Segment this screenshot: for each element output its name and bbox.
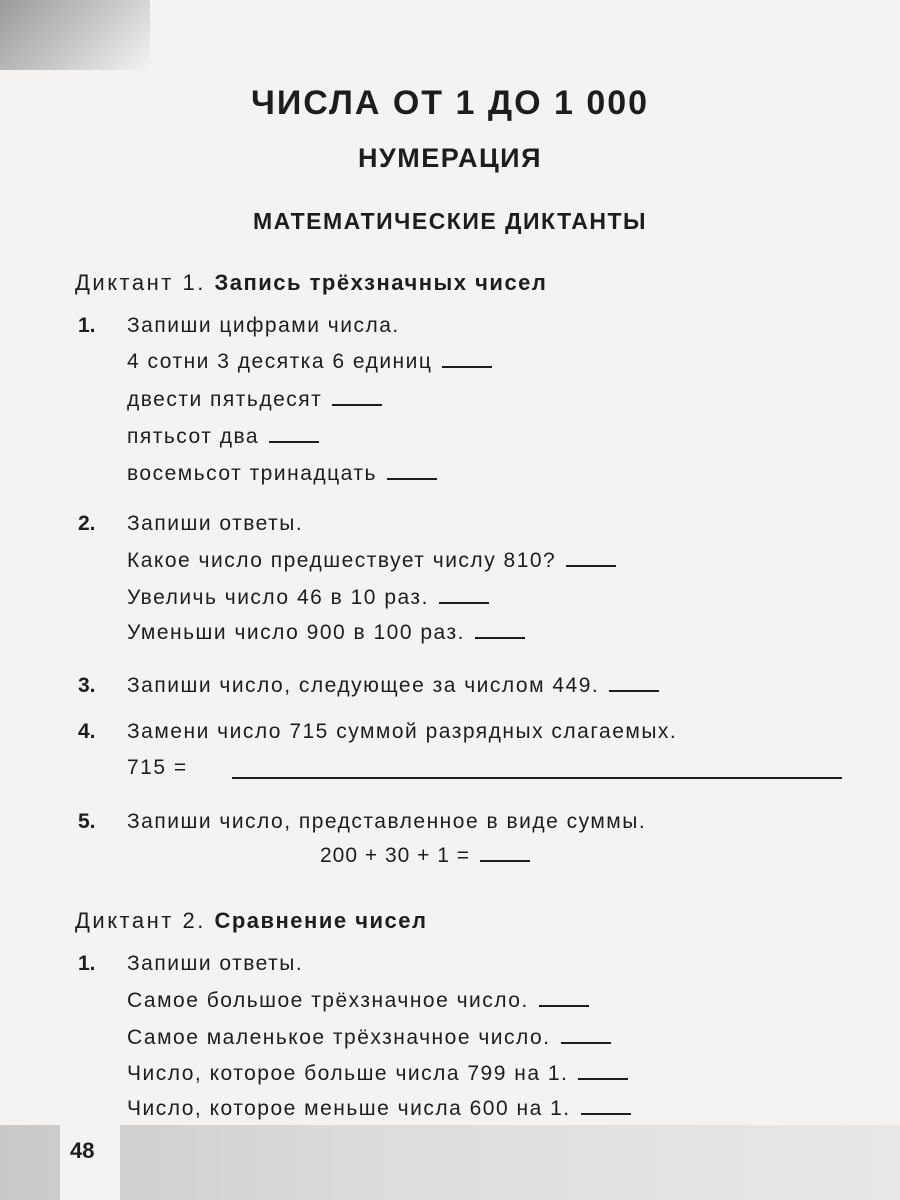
answer-blank[interactable] (561, 1041, 611, 1044)
task-number: 5. (78, 810, 96, 833)
task-number: 4. (78, 720, 96, 743)
answer-blank[interactable] (232, 776, 842, 779)
answer-blank[interactable] (578, 1077, 628, 1080)
dictation-2-label: Диктант 2. (75, 908, 206, 933)
task-item-text: Уменьши число 900 в 100 раз. (127, 621, 465, 644)
task-instruction: Запиши цифрами числа. (127, 314, 400, 337)
task-item (127, 462, 437, 486)
task-item-text: восемьсот тринадцать (127, 462, 377, 485)
task-item-text: двести пятьдесят (127, 388, 323, 411)
answer-blank[interactable] (539, 1004, 589, 1007)
answer-blank[interactable] (439, 601, 489, 604)
dictation-1-heading (75, 270, 547, 296)
footer-band (0, 1125, 900, 1200)
task-item (127, 674, 659, 698)
chapter-title: ЧИСЛА ОТ 1 ДО 1 000 (250, 84, 650, 122)
task-item (127, 350, 492, 374)
task-instruction: Замени число 715 суммой разрядных слагаемых. (127, 720, 678, 743)
task-item-text: 200 + 30 + 1 = (320, 844, 471, 867)
dictation-1-label: Диктант 1. (75, 270, 206, 295)
task-item-text: Число, которое меньше числа 600 на 1. (127, 1097, 571, 1120)
task-item (127, 549, 616, 573)
task-item-text: 715 = (127, 756, 188, 779)
answer-blank[interactable] (566, 564, 616, 567)
task-item (127, 621, 525, 645)
task-item-text: Число, которое больше числа 799 на 1. (127, 1062, 569, 1085)
task-number: 1. (78, 314, 96, 337)
task-number: 3. (78, 674, 96, 697)
task-item (127, 425, 319, 449)
task-instruction: Запиши ответы. (127, 952, 304, 975)
answer-blank[interactable] (442, 365, 492, 368)
task-item-text: Самое маленькое трёхзначное число. (127, 1026, 551, 1049)
task-number: 1. (78, 952, 96, 975)
task-item-text: 4 сотни 3 десятка 6 единиц (127, 350, 433, 373)
task-item (127, 586, 489, 610)
task-item-text: пятьсот два (127, 425, 260, 448)
answer-blank[interactable] (332, 403, 382, 406)
answer-blank[interactable] (581, 1112, 631, 1115)
subsection-title: МАТЕМАТИЧЕСКИЕ ДИКТАНТЫ (252, 208, 648, 234)
task-item-text: Увеличь число 46 в 10 раз. (127, 586, 429, 609)
answer-blank[interactable] (387, 477, 437, 480)
answer-blank[interactable] (609, 689, 659, 692)
task-item (127, 1026, 611, 1050)
task-item (127, 989, 589, 1013)
answer-blank[interactable] (480, 859, 530, 862)
scan-corner-shadow (0, 0, 150, 70)
dictation-1-topic: Запись трёхзначных чисел (214, 270, 548, 295)
task-item (127, 388, 382, 412)
task-item (127, 1097, 631, 1121)
task-item (127, 1062, 628, 1086)
dictation-2-heading (75, 908, 427, 934)
task-item-text: Какое число предшествует числу 810? (127, 549, 557, 572)
task-instruction: Запиши число, представленное в виде суммы. (127, 810, 647, 833)
task-number: 2. (78, 512, 96, 535)
task-item-text: Запиши число, следующее за числом 449. (127, 674, 600, 697)
page-number: 48 (70, 1138, 95, 1163)
dictation-2-topic: Сравнение чисел (214, 908, 428, 933)
answer-blank[interactable] (475, 636, 525, 639)
task-instruction: Запиши ответы. (127, 512, 304, 535)
task-item-text: Самое большое трёхзначное число. (127, 989, 529, 1012)
section-title: НУМЕРАЦИЯ (358, 143, 542, 173)
task-item (320, 844, 530, 868)
answer-blank[interactable] (269, 440, 319, 443)
